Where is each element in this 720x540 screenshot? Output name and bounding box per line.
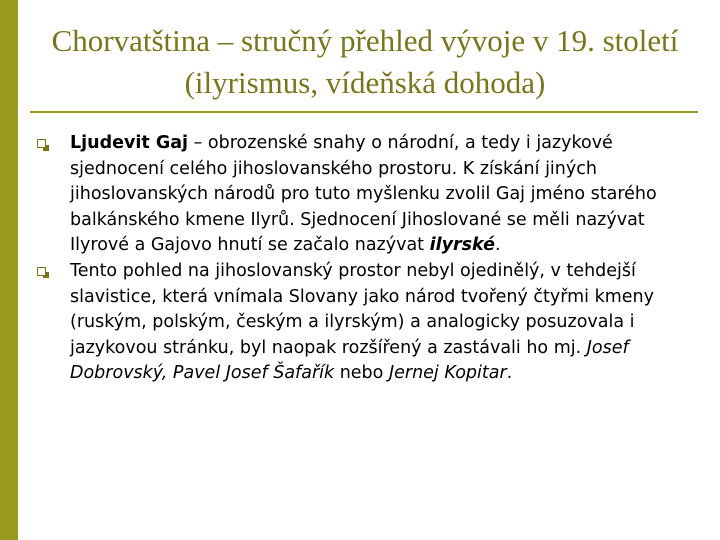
emphasized-name: Jernej Kopitar — [388, 363, 507, 384]
square-bullet-icon — [37, 139, 46, 148]
bullet-item-slavistics — [37, 259, 687, 387]
bullet-text: – obrozenské snahy o národní, a tedy i jazykové sjednocení celého jihoslovanského prostoru. K získání jiných jihoslovanských národů pro tuto myšlenku zvolil Gaj jméno starého balkánského kmene Ilyrů. Sjednocení Jihoslované se měli nazývat Ilyrové a Gajovo hnutí se začalo nazývat — [70, 133, 657, 256]
bullet-text: Tento pohled na jihoslovanský prostor nebyl ojedinělý, v tehdejší slavistice, která vnímala Slovany jako národ tvořený čtyřmi kmeny (ruským, polským, českým a ilyrským) a analogicky posuzovala i jazykovou stránku, byl naopak rozšířený a zastávali ho mj. — [70, 260, 654, 358]
side-accent-bar — [0, 0, 18, 540]
square-bullet-icon — [37, 267, 46, 276]
title-divider — [30, 111, 698, 113]
slide-title: Chorvatština – stručný přehled vývoje v 19. století (ilyrismus, vídeňská dohoda) — [51, 23, 679, 100]
bullet-list — [37, 131, 687, 387]
bullet-lead-name: Ljudevit Gaj — [70, 133, 189, 153]
bullet-text-end: . — [506, 363, 513, 384]
bullet-text-connector: nebo — [334, 363, 389, 384]
bullet-item-gaj — [37, 131, 687, 259]
bullet-text-end: . — [494, 235, 501, 256]
emphasized-names: Josef Dobrovský, Pavel Josef Šafařík — [70, 337, 629, 384]
emphasized-term: ilyrské — [429, 235, 495, 256]
